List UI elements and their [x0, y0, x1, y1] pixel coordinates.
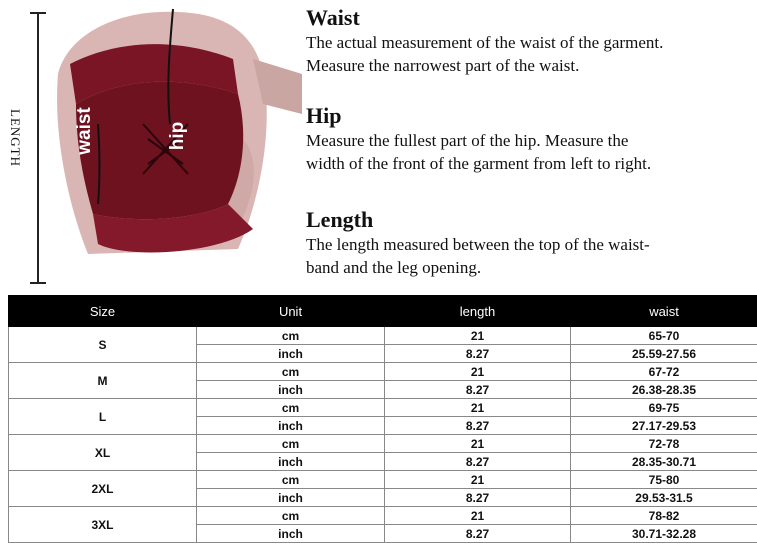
hip-text-line-1: Measure the fullest part of the hip. Measure the [306, 131, 629, 150]
unit-cell: cm [197, 435, 385, 453]
unit-cell: inch [197, 489, 385, 507]
waist-photo-label: waist [74, 107, 95, 155]
waist-cell: 69-75 [571, 399, 757, 417]
waist-text-line-1: The actual measurement of the waist of the garment. [306, 33, 664, 52]
table-row [9, 507, 757, 525]
table-row [9, 399, 757, 417]
size-cell: L [9, 399, 197, 435]
unit-cell: cm [197, 507, 385, 525]
unit-cell: inch [197, 453, 385, 471]
length-axis-label: LENGTH [8, 109, 23, 167]
hip-heading: Hip [306, 103, 342, 128]
length-cell: 8.27 [385, 453, 571, 471]
length-cell: 21 [385, 471, 571, 489]
length-text-line-2: band and the leg opening. [306, 258, 482, 277]
waist-cell: 75-80 [571, 471, 757, 489]
size-cell: 2XL [9, 471, 197, 507]
length-cell: 8.27 [385, 525, 571, 543]
hip-description [306, 103, 756, 175]
length-measure-bar [30, 12, 46, 284]
waist-cell: 65-70 [571, 327, 757, 345]
length-cell: 21 [385, 507, 571, 525]
length-bar-line [37, 12, 39, 284]
waist-description [306, 5, 756, 77]
header-unit: Unit [197, 296, 385, 327]
unit-cell: inch [197, 417, 385, 435]
length-cell: 21 [385, 363, 571, 381]
waist-cell: 72-78 [571, 435, 757, 453]
length-cell: 21 [385, 327, 571, 345]
length-cell: 21 [385, 435, 571, 453]
waist-cell: 26.38-28.35 [571, 381, 757, 399]
unit-cell: inch [197, 525, 385, 543]
hip-text-line-2: width of the front of the garment from left to right. [306, 154, 652, 173]
table-row [9, 363, 757, 381]
length-cell: 8.27 [385, 345, 571, 363]
unit-cell: inch [197, 345, 385, 363]
waist-cell: 78-82 [571, 507, 757, 525]
length-description [306, 207, 756, 279]
table-row [9, 327, 757, 345]
length-cell: 8.27 [385, 381, 571, 399]
length-text-line-1: The length measured between the top of the waist- [306, 235, 650, 254]
size-chart-table [8, 295, 757, 543]
hip-photo-label: hip [167, 121, 188, 151]
table-row [9, 471, 757, 489]
length-cell: 21 [385, 399, 571, 417]
waist-heading: Waist [306, 5, 360, 30]
unit-cell: cm [197, 327, 385, 345]
header-size: Size [9, 296, 197, 327]
waist-cell: 28.35-30.71 [571, 453, 757, 471]
header-waist: waist [571, 296, 757, 327]
waist-text-line-2: Measure the narrowest part of the waist. [306, 56, 580, 75]
waist-cell: 27.17-29.53 [571, 417, 757, 435]
size-cell: S [9, 327, 197, 363]
size-cell: M [9, 363, 197, 399]
unit-cell: cm [197, 363, 385, 381]
unit-cell: cm [197, 471, 385, 489]
waist-cell: 30.71-32.28 [571, 525, 757, 543]
garment-body [76, 82, 243, 220]
size-cell: XL [9, 435, 197, 471]
unit-cell: cm [197, 399, 385, 417]
size-cell: 3XL [9, 507, 197, 543]
table-header-row [9, 296, 757, 327]
waist-cell: 67-72 [571, 363, 757, 381]
waist-cell: 29.53-31.5 [571, 489, 757, 507]
length-cell: 8.27 [385, 489, 571, 507]
header-length: length [385, 296, 571, 327]
length-cell: 8.27 [385, 417, 571, 435]
length-bar-bottom-cap [30, 282, 46, 284]
waist-cell: 25.59-27.56 [571, 345, 757, 363]
unit-cell: inch [197, 381, 385, 399]
length-heading: Length [306, 207, 374, 232]
table-row [9, 435, 757, 453]
